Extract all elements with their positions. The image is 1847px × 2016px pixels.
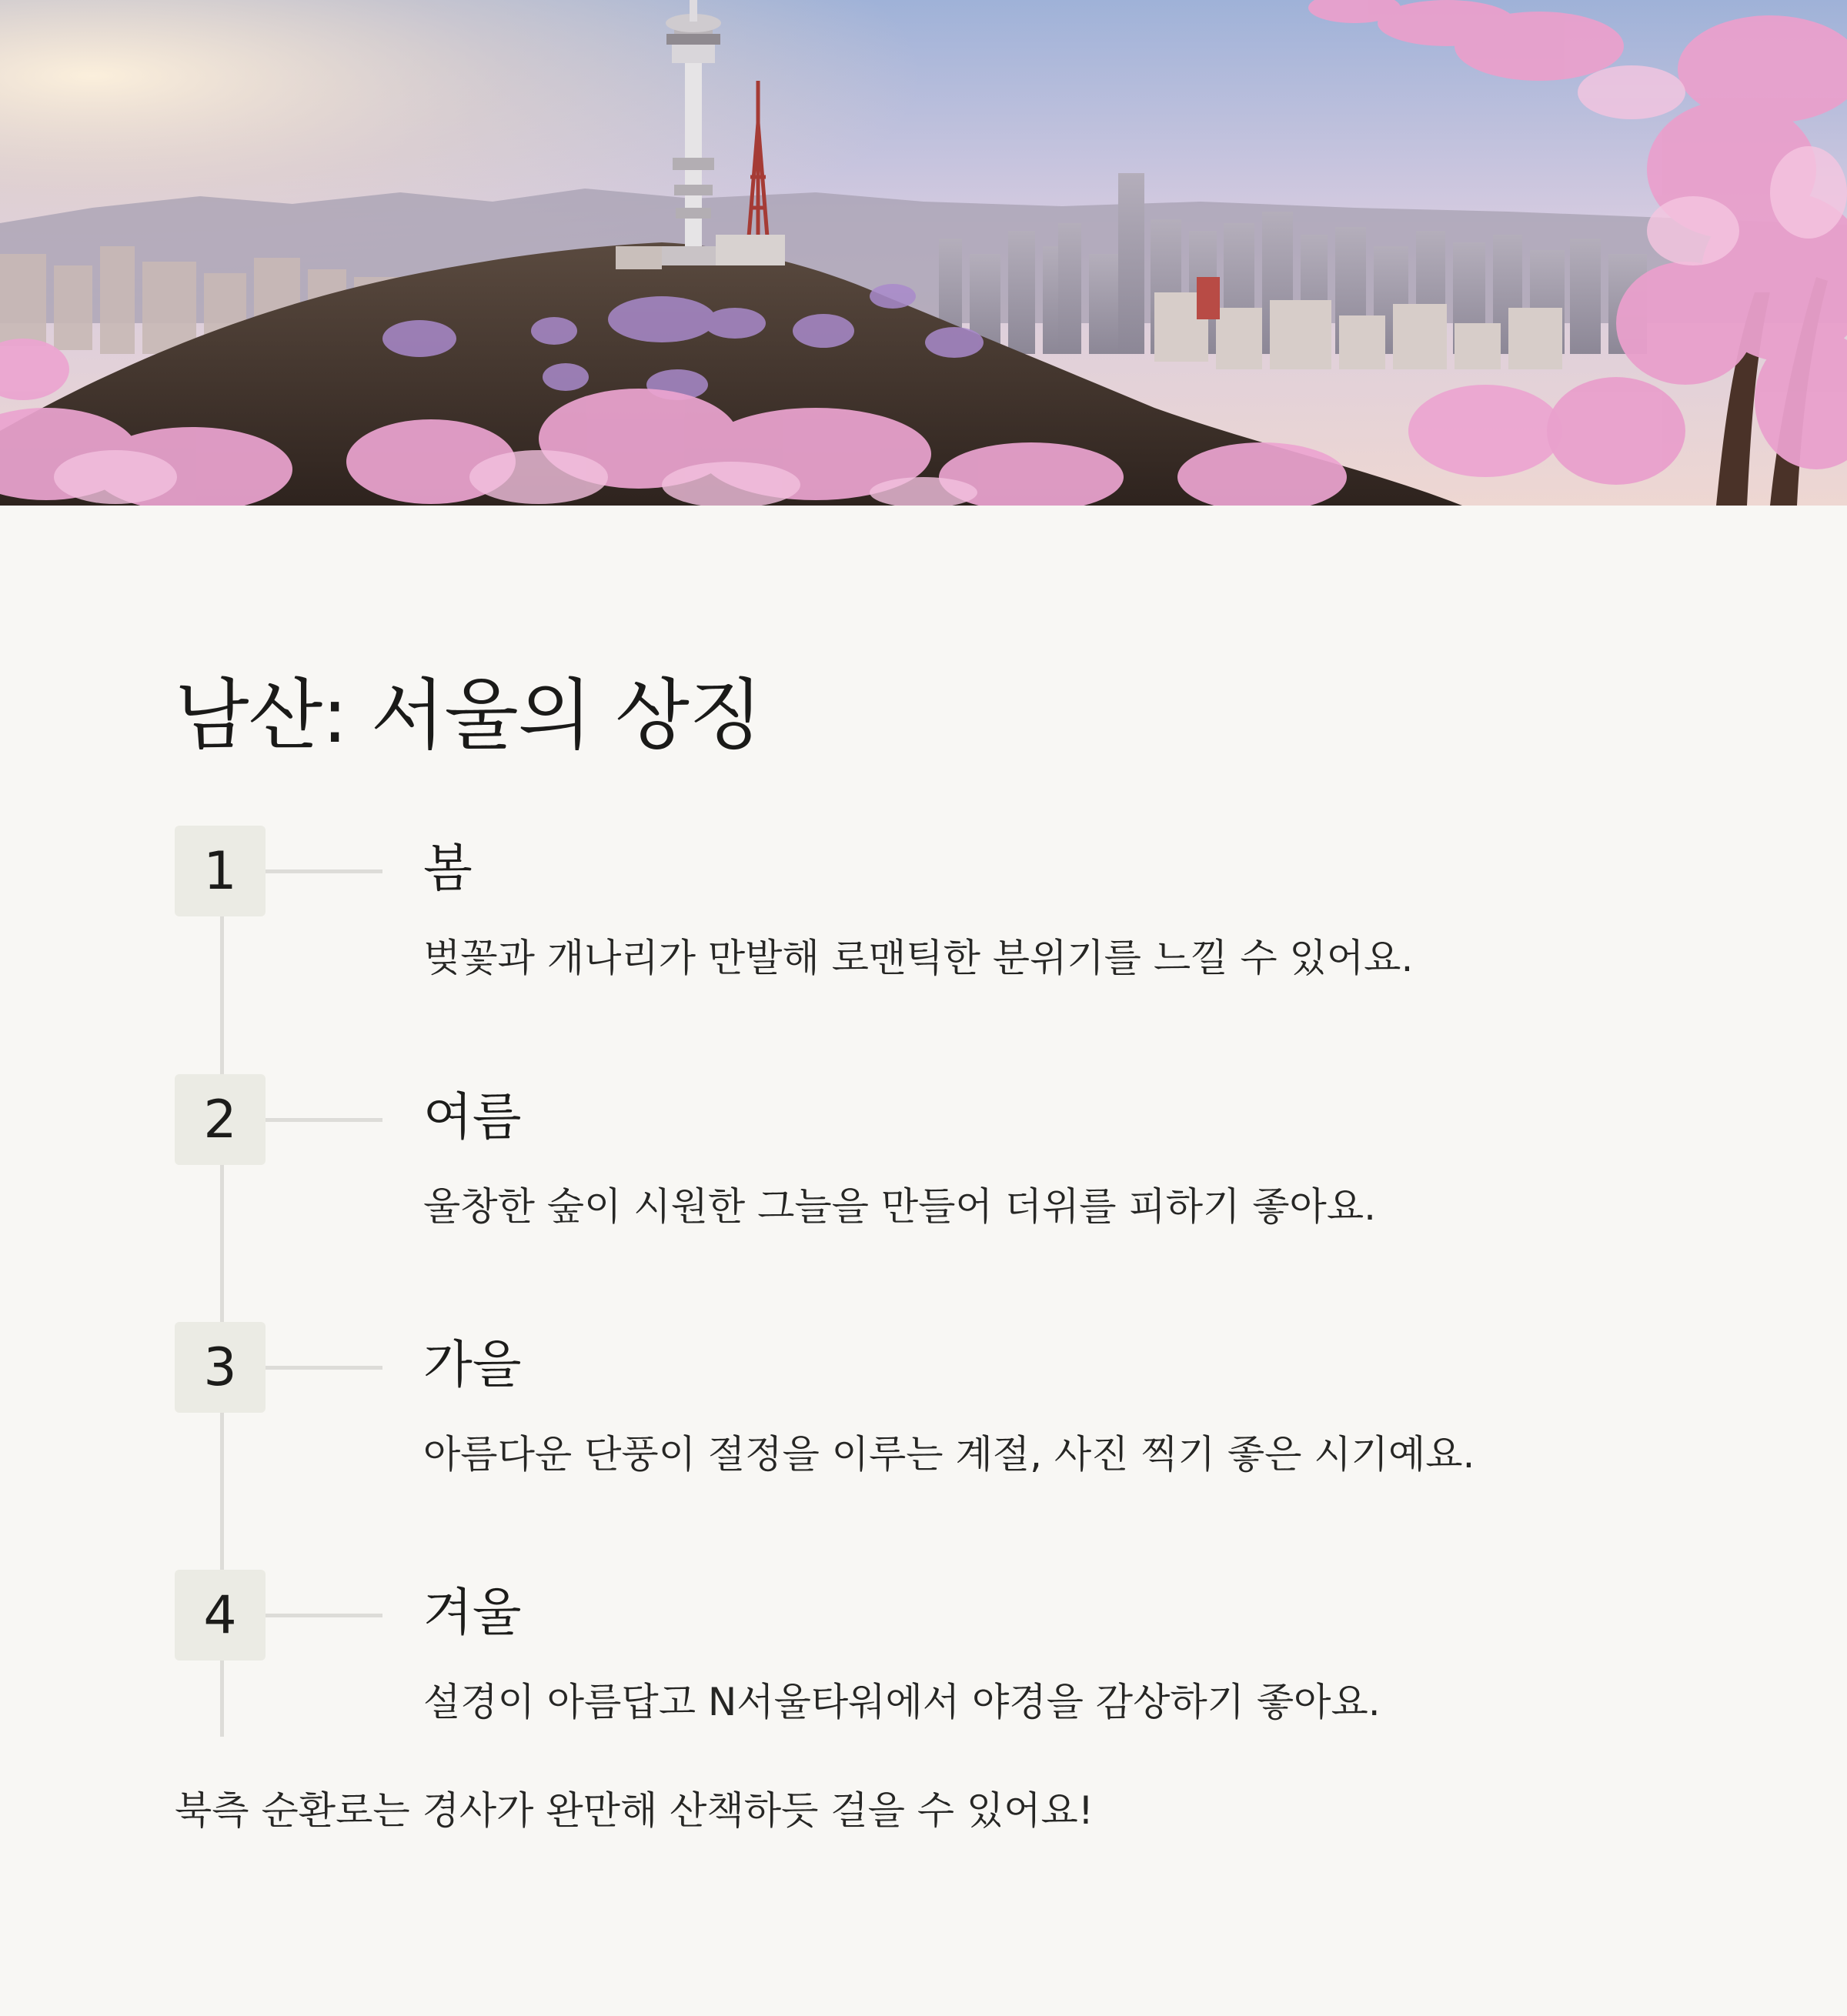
step-title: 겨울 bbox=[423, 1583, 522, 1642]
page-title: 남산: 서울의 상징 bbox=[175, 670, 763, 760]
step-connector bbox=[266, 869, 382, 873]
step-connector bbox=[266, 1614, 382, 1617]
timeline-step-winter bbox=[175, 1570, 1637, 1770]
footer-note: 북측 순환로는 경사가 완만해 산책하듯 걸을 수 있어요! bbox=[175, 1788, 1094, 1833]
step-connector bbox=[266, 1366, 382, 1370]
step-number-badge: 3 bbox=[175, 1322, 266, 1413]
step-number-badge: 2 bbox=[175, 1074, 266, 1165]
timeline-step-autumn bbox=[175, 1322, 1637, 1522]
step-title: 여름 bbox=[423, 1087, 522, 1147]
step-title: 가을 bbox=[423, 1335, 522, 1394]
hero-image bbox=[0, 0, 1847, 506]
step-title: 봄 bbox=[423, 839, 473, 898]
step-number-badge: 1 bbox=[175, 826, 266, 916]
timeline-step-summer bbox=[175, 1074, 1637, 1274]
namsan-tower-photo bbox=[0, 0, 1847, 506]
step-description: 설경이 아름답고 N서울타워에서 야경을 감상하기 좋아요. bbox=[423, 1680, 1381, 1724]
timeline-step-spring bbox=[175, 826, 1637, 1026]
step-description: 벚꽃과 개나리가 만발해 로맨틱한 분위기를 느낄 수 있어요. bbox=[423, 936, 1414, 980]
step-number-badge: 4 bbox=[175, 1570, 266, 1661]
step-description: 울창한 숲이 시원한 그늘을 만들어 더위를 피하기 좋아요. bbox=[423, 1184, 1377, 1229]
step-description: 아름다운 단풍이 절정을 이루는 계절, 사진 찍기 좋은 시기예요. bbox=[423, 1432, 1475, 1477]
step-connector bbox=[266, 1118, 382, 1122]
